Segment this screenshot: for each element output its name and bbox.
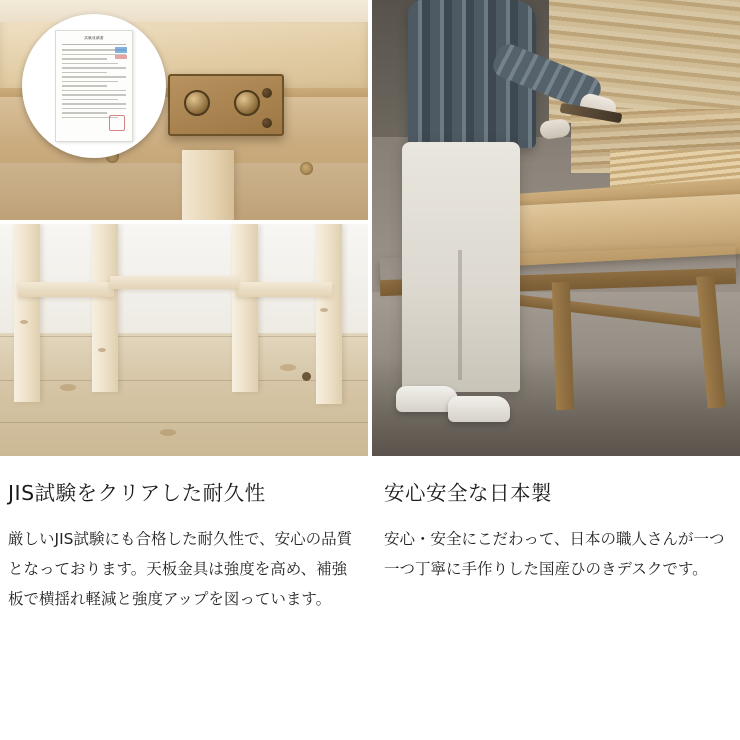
jis-certificate-inset [22, 14, 166, 158]
craftsman-photo [372, 0, 740, 456]
certificate-text-lines [62, 49, 126, 118]
feature-section-made-in-japan [372, 476, 740, 740]
wood-knot [320, 308, 328, 312]
trouser-seam [458, 250, 462, 380]
floor-seam [0, 422, 368, 423]
craftsman-shoe [448, 396, 510, 422]
section-body: 厳しいJIS試験にも合格した耐久性で、安心の品質となっております。天板金具は強度を高め、補強板で横揺れ軽減と強度アップを図っています。 [8, 530, 353, 608]
section-heading: 安心安全な日本製 [384, 481, 552, 505]
floor-knot [60, 384, 76, 391]
desk-leg [14, 224, 40, 402]
leg-stretcher [18, 282, 114, 297]
certificate-badge [115, 47, 127, 53]
section-body: 安心・安全にこだわって、日本の職人さんが一つ一つ丁寧に手作りした国産ひのきデスクです。 [384, 530, 725, 578]
desk-leg [182, 150, 234, 220]
photo-floor [0, 333, 368, 456]
floor-seam [0, 380, 368, 381]
feature-text-row [0, 456, 740, 740]
desk-leg [232, 224, 258, 392]
feature-section-durability [0, 476, 368, 740]
certificate-document [55, 30, 133, 142]
floor-seam [0, 336, 368, 337]
floor-knot [160, 429, 176, 436]
certificate-badge-secondary [115, 55, 127, 59]
durability-photo [0, 0, 368, 220]
certificate-stamp-icon [109, 115, 125, 131]
floor-hole [302, 372, 311, 381]
wood-knot [20, 320, 28, 324]
legs-photo [0, 224, 368, 456]
screw-icon [262, 118, 272, 128]
floor-knot [280, 364, 296, 371]
desk-leg [316, 224, 342, 404]
certificate-title: 試験成績書 [84, 36, 104, 40]
section-heading: JIS試験をクリアした耐久性 [8, 481, 266, 505]
leg-stretcher [236, 282, 332, 297]
desk-leg [92, 224, 118, 392]
wood-knot [98, 348, 106, 352]
leg-stretcher [110, 276, 238, 289]
screw-icon [262, 88, 272, 98]
wood-dowel [300, 162, 313, 175]
certificate-divider [62, 44, 126, 45]
